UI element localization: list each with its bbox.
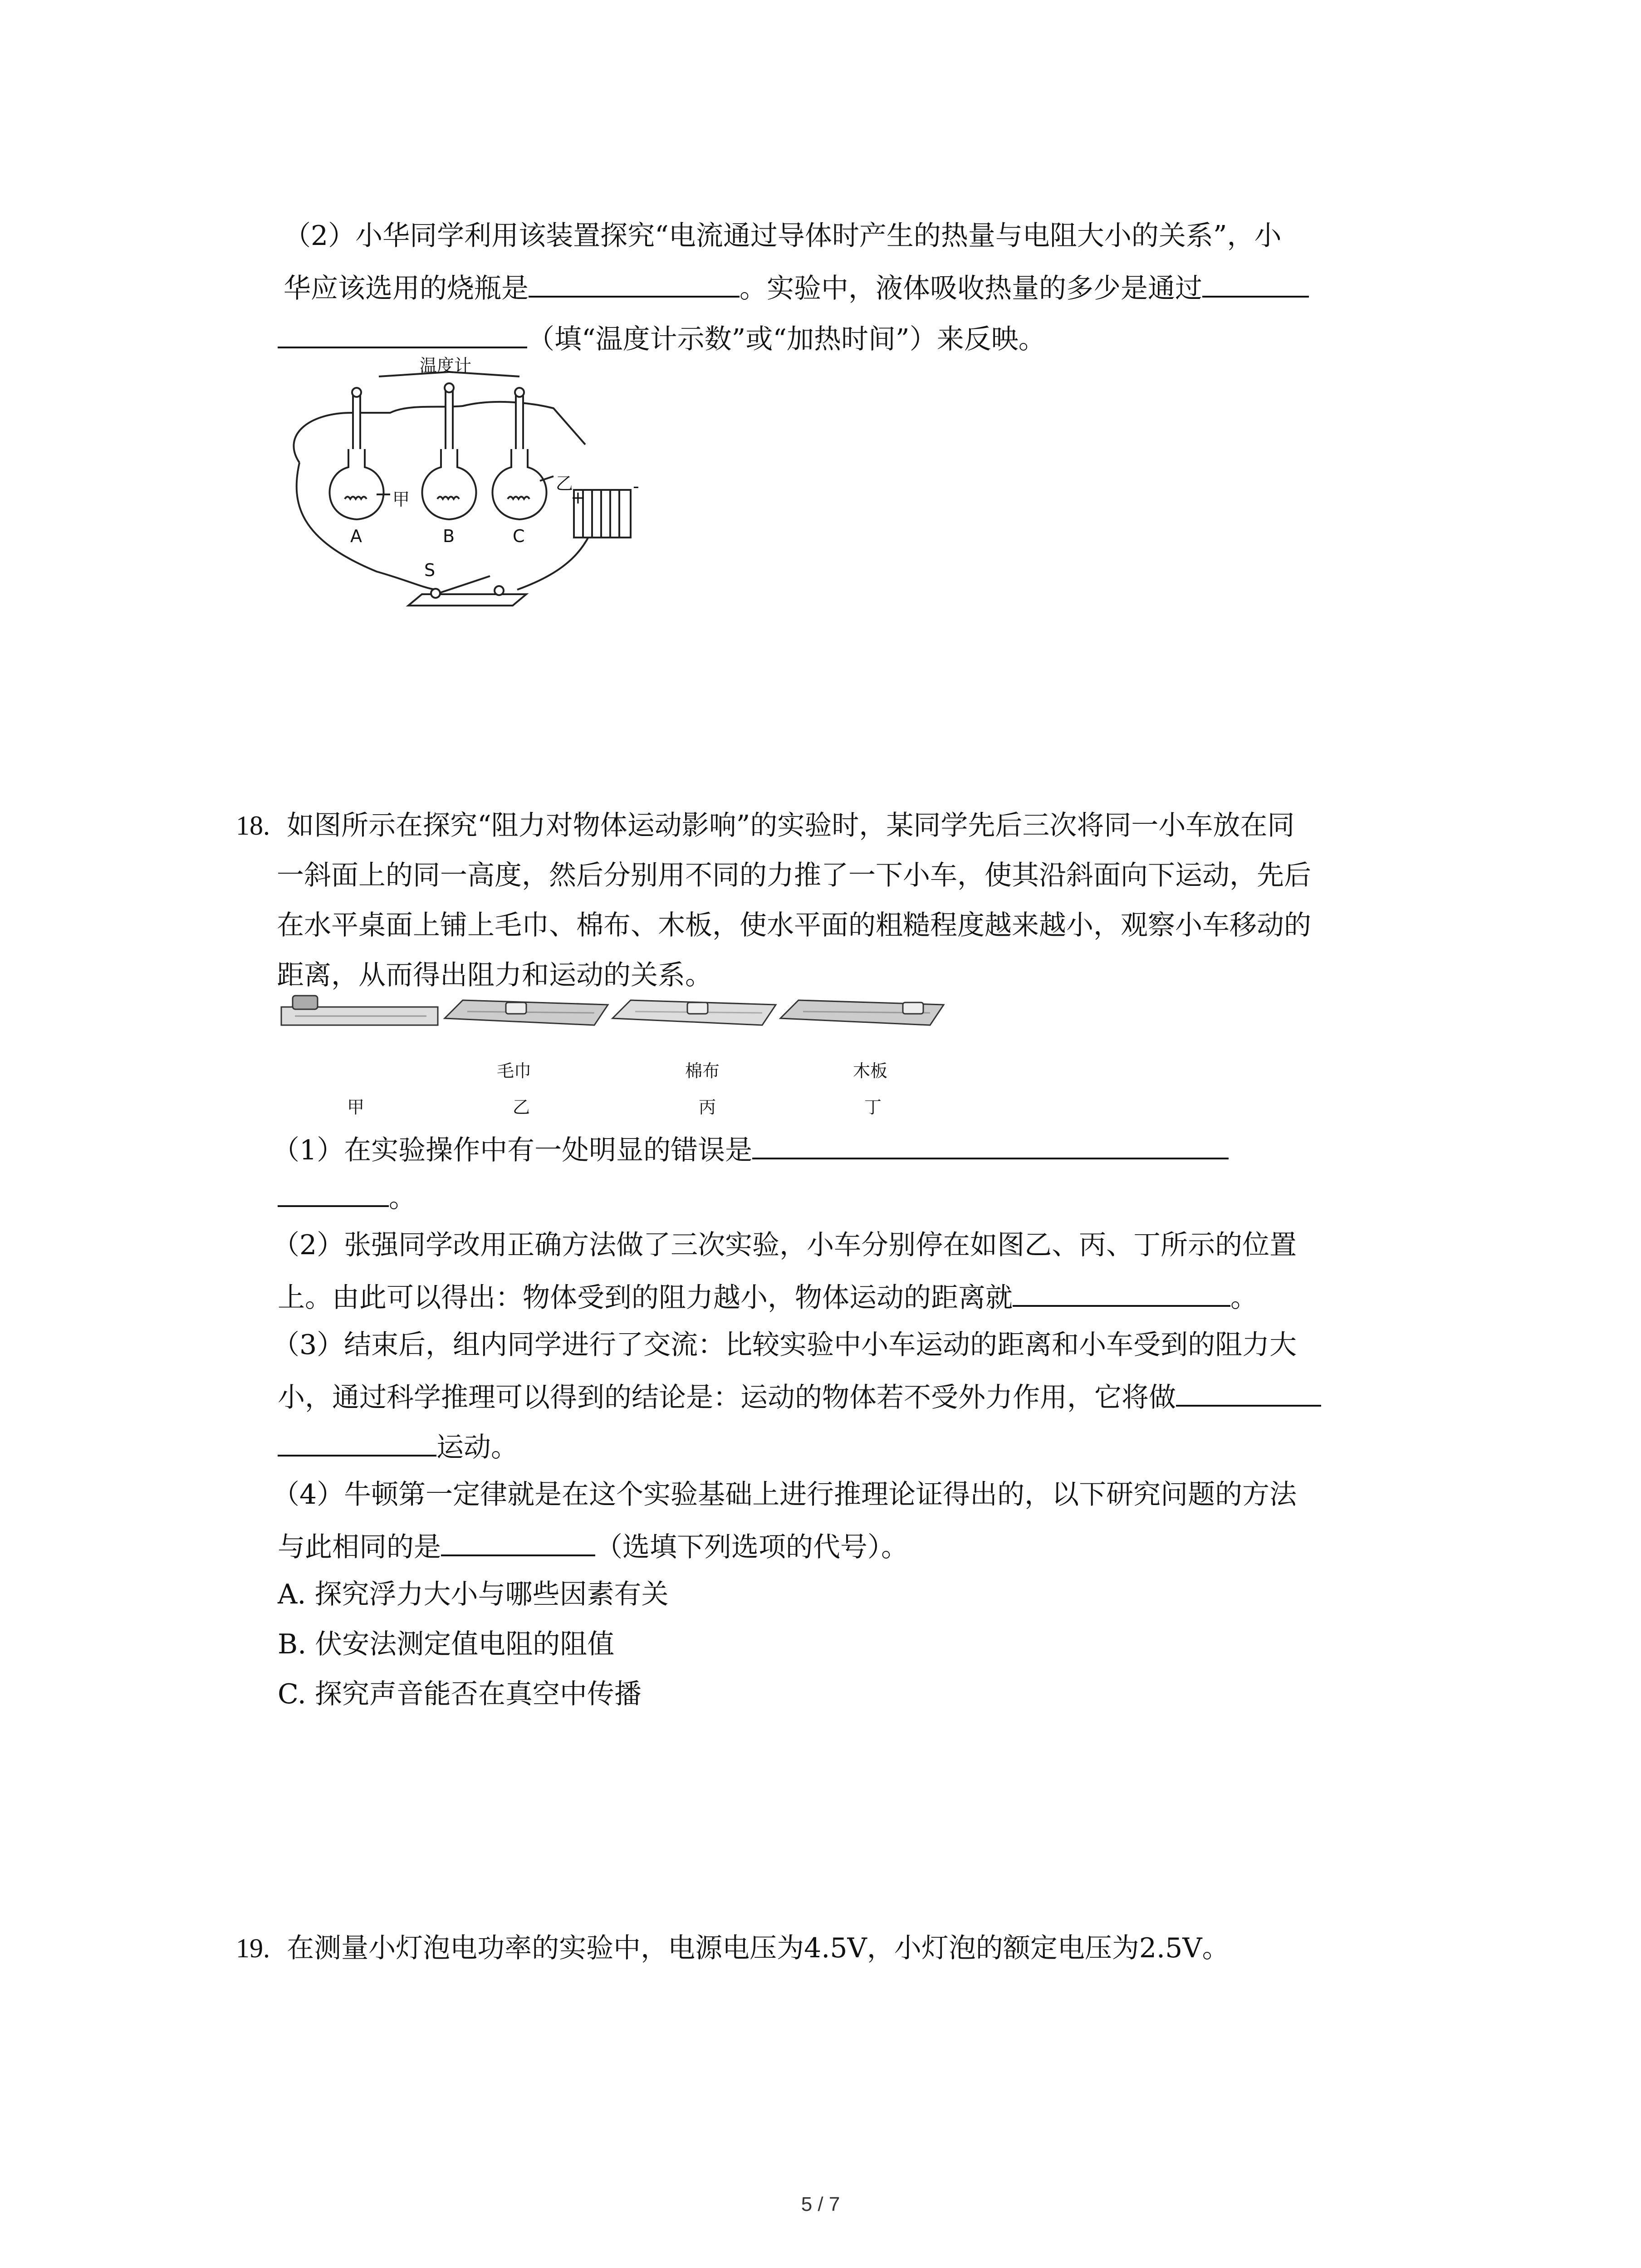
option-a: A. 探究浮力大小与哪些因素有关 bbox=[278, 1579, 669, 1610]
q18-line1: 18. 如图所示在探究“阻力对物体运动影响”的实验时，某同学先后三次将同一小车放在同 bbox=[236, 810, 1295, 841]
label-jia: 甲 bbox=[392, 489, 410, 509]
q19-line1: 19. 在测量小灯泡电功率的实验中，电源电压为4.5V，小灯泡的额定电压为2.5V。 bbox=[236, 1932, 1230, 1964]
circuit-figure bbox=[272, 358, 658, 617]
answer-blank-flask[interactable] bbox=[529, 268, 740, 298]
answer-blank-method-b[interactable] bbox=[278, 318, 527, 348]
page-number: 5 / 7 bbox=[801, 2193, 840, 2215]
panel-label-ding: 丁 bbox=[864, 1097, 882, 1117]
answer-blank-method-a[interactable] bbox=[1202, 268, 1309, 298]
option-b: B. 伏安法测定值电阻的阻值 bbox=[278, 1628, 615, 1660]
surface-label-cotton: 棉布 bbox=[685, 1061, 720, 1081]
answer-blank-error-b[interactable] bbox=[278, 1177, 389, 1207]
q18-p3-line1: （3）结束后，组内同学进行了交流：比较实验中小车运动的距离和小车受到的阻力大 bbox=[272, 1329, 1297, 1361]
question-number-19: 19. bbox=[236, 1933, 270, 1963]
q18-p3-line2: 小，通过科学推理可以得到的结论是：运动的物体若不受外力作用，它将做 bbox=[278, 1377, 1321, 1416]
option-c: C. 探究声音能否在真空中传播 bbox=[278, 1678, 642, 1710]
surface-label-wood: 木板 bbox=[853, 1061, 888, 1081]
panel-label-jia: 甲 bbox=[347, 1097, 365, 1117]
q18-line4: 距离，从而得出阻力和运动的关系。 bbox=[277, 959, 712, 991]
question-number-18: 18. bbox=[236, 811, 270, 841]
label-flask-c: C bbox=[513, 526, 525, 546]
label-flask-a: A bbox=[350, 526, 362, 546]
q18-p1: （1）在实验操作中有一处明显的错误是 bbox=[272, 1129, 1229, 1168]
q18-p4-line1: （4）牛顿第一定律就是在这个实验基础上进行推理论证得出的，以下研究问题的方法 bbox=[272, 1479, 1297, 1510]
answer-blank-motion-a[interactable] bbox=[1176, 1377, 1321, 1407]
label-flask-b: B bbox=[443, 526, 455, 546]
answer-blank-distance[interactable] bbox=[1013, 1277, 1230, 1307]
q17-part2-line3: （填“温度计示数”或“加热时间”）来反映。 bbox=[278, 318, 1046, 357]
q18-p1-cont: 。 bbox=[278, 1177, 416, 1216]
q17-part2-line2: 华应该选用的烧瓶是 。实验中，液体吸收热量的多少是通过 bbox=[284, 268, 1309, 307]
q18-p4-line2: 与此相同的是 （选填下列选项的代号）。 bbox=[278, 1526, 908, 1565]
q18-line3: 在水平桌面上铺上毛巾、棉布、木板，使水平面的粗糙程度越来越小，观察小车移动的 bbox=[277, 909, 1311, 941]
ramp-figure bbox=[277, 991, 957, 1050]
answer-blank-option[interactable] bbox=[441, 1526, 595, 1556]
panel-label-yi: 乙 bbox=[513, 1097, 530, 1117]
label-plus: + bbox=[571, 488, 585, 508]
label-yi: 乙 bbox=[556, 474, 573, 494]
label-switch: S bbox=[424, 560, 436, 580]
answer-blank-motion-b[interactable] bbox=[278, 1427, 436, 1457]
q18-line2: 一斜面上的同一高度，然后分别用不同的力推了一下小车，使其沿斜面向下运动，先后 bbox=[277, 860, 1311, 891]
q17-part2-line1: （2）小华同学利用该装置探究“电流通过导体时产生的热量与电阻大小的关系”，小 bbox=[284, 220, 1282, 252]
surface-label-towel: 毛巾 bbox=[497, 1061, 532, 1081]
q18-p3-line3: 运动。 bbox=[278, 1427, 518, 1466]
panel-label-bing: 丙 bbox=[699, 1097, 716, 1117]
q18-p2-line2: 上。由此可以得出：物体受到的阻力越小，物体运动的距离就 。 bbox=[278, 1277, 1258, 1316]
answer-blank-error-a[interactable] bbox=[752, 1129, 1229, 1159]
q18-p2-line1: （2）张强同学改用正确方法做了三次实验，小车分别停在如图乙、丙、丁所示的位置 bbox=[272, 1229, 1297, 1261]
thermometer-label: 温度计 bbox=[420, 356, 472, 376]
label-minus: - bbox=[633, 476, 639, 496]
